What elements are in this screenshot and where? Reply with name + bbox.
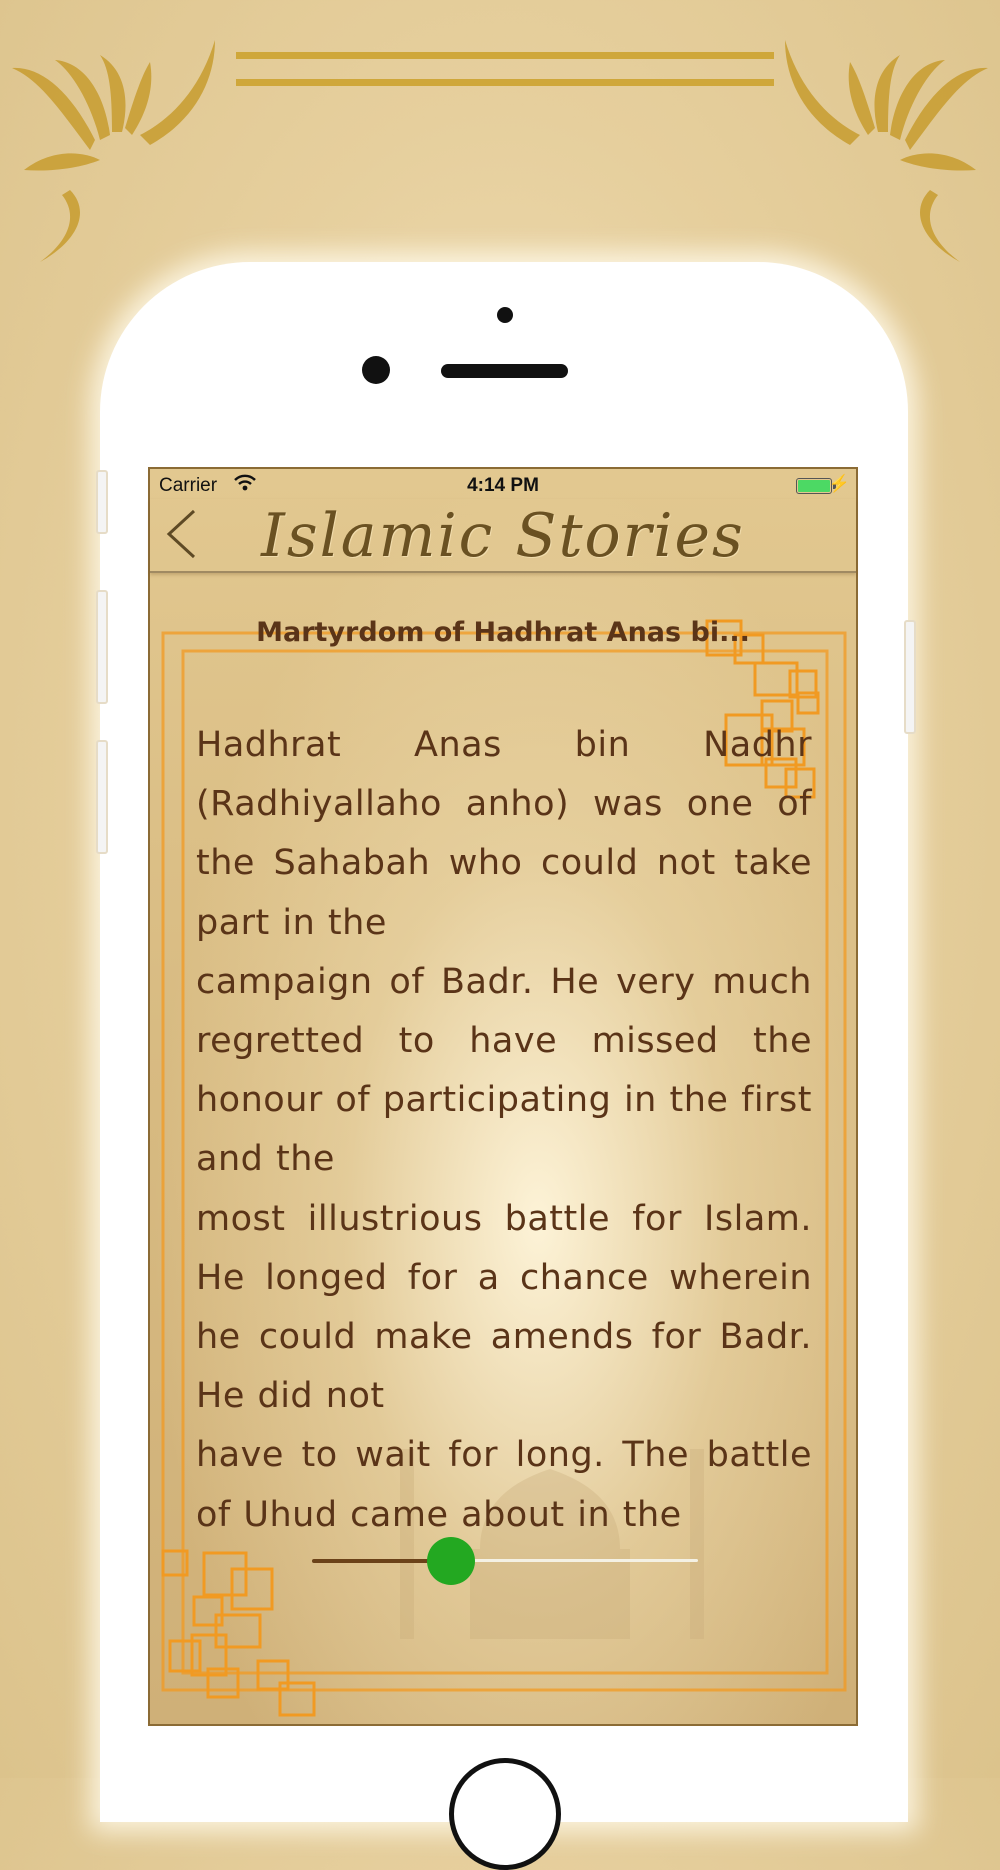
background-ornament bbox=[0, 0, 1000, 290]
phone-side-button-power bbox=[904, 620, 916, 734]
carrier-label: Carrier bbox=[159, 475, 218, 496]
home-button[interactable] bbox=[449, 1758, 561, 1870]
page-title: Islamic Stories bbox=[261, 501, 745, 571]
story-paragraph: Hadhrat Anas bin Nadhr (Radhiyallaho anho) was one of the Sahabah who could not take part in the bbox=[196, 725, 812, 943]
story-text[interactable] bbox=[196, 716, 812, 1535]
navigation-bar bbox=[150, 499, 856, 573]
slider-thumb[interactable] bbox=[427, 1537, 475, 1585]
status-bar bbox=[150, 469, 856, 499]
charging-bolt-icon: ⚡ bbox=[828, 474, 850, 493]
app-screen bbox=[148, 467, 858, 1726]
story-paragraph: most illustrious battle for Islam. He longed for a chance wherein he could make amends for Badr. He did not bbox=[196, 1198, 812, 1417]
story-paragraph: have to wait for long. The battle of Uhud came about in the bbox=[196, 1435, 812, 1535]
slider-max-track bbox=[451, 1559, 698, 1562]
proximity-sensor bbox=[497, 307, 513, 323]
story-paragraph: campaign of Badr. He very much regretted to have missed the honour of participating in the first and the bbox=[196, 961, 812, 1180]
phone-side-button-silent bbox=[96, 470, 108, 534]
battery-icon bbox=[796, 478, 832, 494]
story-title: Martyrdom of Hadhrat Anas bi... bbox=[256, 617, 750, 648]
phone-side-button-volume-down bbox=[96, 740, 108, 854]
phone-side-button-volume-up bbox=[96, 590, 108, 704]
font-size-slider[interactable] bbox=[312, 1537, 698, 1585]
earpiece-speaker bbox=[441, 364, 568, 378]
front-camera bbox=[362, 356, 390, 384]
clock: 4:14 PM bbox=[467, 475, 539, 496]
